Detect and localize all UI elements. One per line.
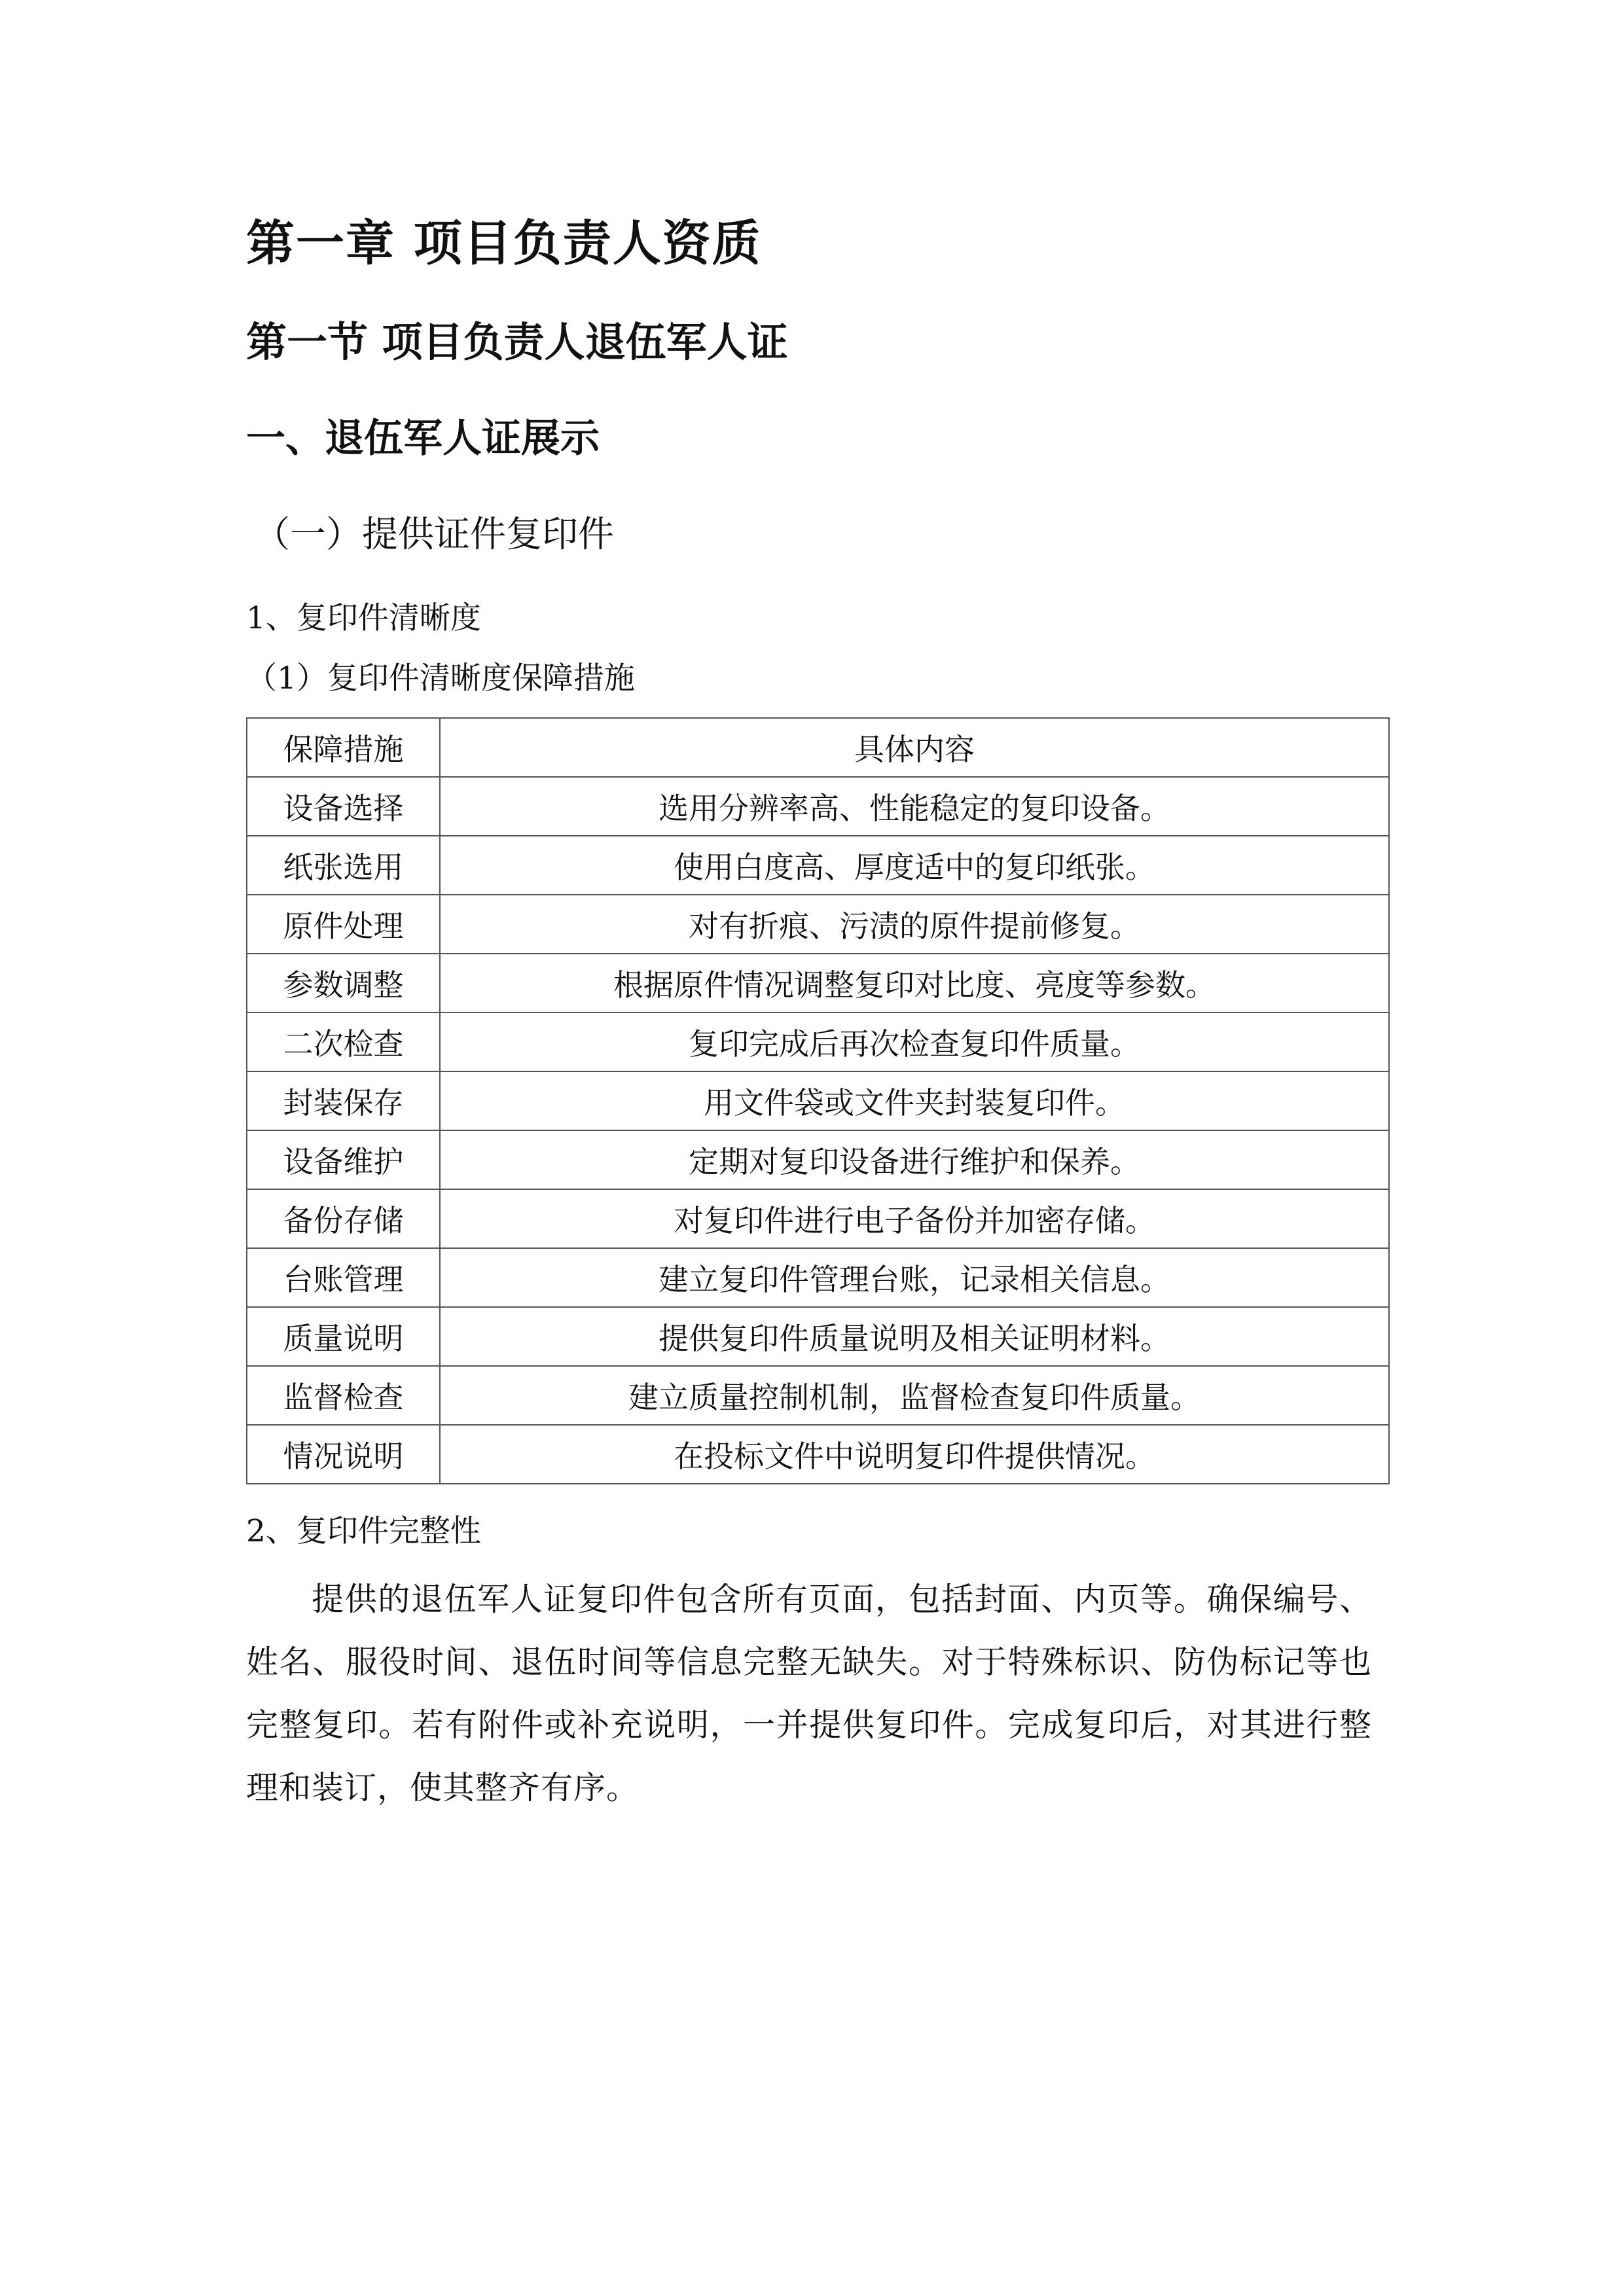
table-cell: 设备选择 bbox=[247, 777, 440, 836]
table-cell: 根据原件情况调整复印对比度、亮度等参数。 bbox=[440, 954, 1389, 1013]
table-cell: 复印完成后再次检查复印件质量。 bbox=[440, 1013, 1389, 1071]
table-cell: 台账管理 bbox=[247, 1248, 440, 1307]
table-cell: 质量说明 bbox=[247, 1307, 440, 1366]
table-cell: 备份存储 bbox=[247, 1189, 440, 1248]
table-row bbox=[247, 895, 1389, 954]
table-cell: 选用分辨率高、性能稳定的复印设备。 bbox=[440, 777, 1389, 836]
table-cell: 纸张选用 bbox=[247, 836, 440, 895]
table-header-cell: 具体内容 bbox=[440, 718, 1389, 777]
table-row bbox=[247, 1071, 1389, 1130]
table-cell: 监督检查 bbox=[247, 1366, 440, 1425]
table-cell: 在投标文件中说明复印件提供情况。 bbox=[440, 1425, 1389, 1484]
item2-paragraph: 提供的退伍军人证复印件包含所有页面，包括封面、内页等。确保编号、姓名、服役时间、退伍时间等信息完整无缺失。对于特殊标识、防伪标记等也完整复印。若有附件或补充说明，一并提供复印件。完成复印后，对其进行整理和装订，使其整齐有序。 bbox=[246, 1581, 1372, 1806]
table-row bbox=[247, 954, 1389, 1013]
table-cell: 参数调整 bbox=[247, 954, 440, 1013]
section-title: 第一节 项目负责人退伍军人证 bbox=[246, 318, 788, 366]
table-cell: 建立质量控制机制，监督检查复印件质量。 bbox=[440, 1366, 1389, 1425]
table-row bbox=[247, 1425, 1389, 1484]
table-cell: 设备维护 bbox=[247, 1130, 440, 1189]
item2-title: 2、复印件完整性 bbox=[246, 1513, 481, 1549]
table-cell: 用文件袋或文件夹封装复印件。 bbox=[440, 1071, 1389, 1130]
table-row bbox=[247, 1189, 1389, 1248]
table-cell: 使用白度高、厚度适中的复印纸张。 bbox=[440, 836, 1389, 895]
table-cell: 对有折痕、污渍的原件提前修复。 bbox=[440, 895, 1389, 954]
table-cell: 封装保存 bbox=[247, 1071, 440, 1130]
subsection-title: 一、退伍军人证展示 bbox=[246, 416, 600, 461]
item1-title: 1、复印件清晰度 bbox=[246, 600, 481, 636]
table-cell: 二次检查 bbox=[247, 1013, 440, 1071]
table-row bbox=[247, 1366, 1389, 1425]
chapter-title: 第一章 项目负责人资质 bbox=[246, 215, 762, 272]
table-cell: 情况说明 bbox=[247, 1425, 440, 1484]
table-row bbox=[247, 1130, 1389, 1189]
table-header-row bbox=[247, 718, 1389, 777]
table-row bbox=[247, 1248, 1389, 1307]
table-cell: 定期对复印设备进行维护和保养。 bbox=[440, 1130, 1389, 1189]
measures-table bbox=[246, 717, 1390, 1484]
table-row bbox=[247, 777, 1389, 836]
table-header-cell: 保障措施 bbox=[247, 718, 440, 777]
item1-sub-title: （1）复印件清晰度保障措施 bbox=[246, 660, 635, 696]
table-cell: 原件处理 bbox=[247, 895, 440, 954]
table-row bbox=[247, 1013, 1389, 1071]
table-cell: 对复印件进行电子备份并加密存储。 bbox=[440, 1189, 1389, 1248]
table-cell: 提供复印件质量说明及相关证明材料。 bbox=[440, 1307, 1389, 1366]
table-cell: 建立复印件管理台账，记录相关信息。 bbox=[440, 1248, 1389, 1307]
table-row bbox=[247, 1307, 1389, 1366]
subsubsection-title: （一）提供证件复印件 bbox=[254, 513, 615, 555]
table-row bbox=[247, 836, 1389, 895]
